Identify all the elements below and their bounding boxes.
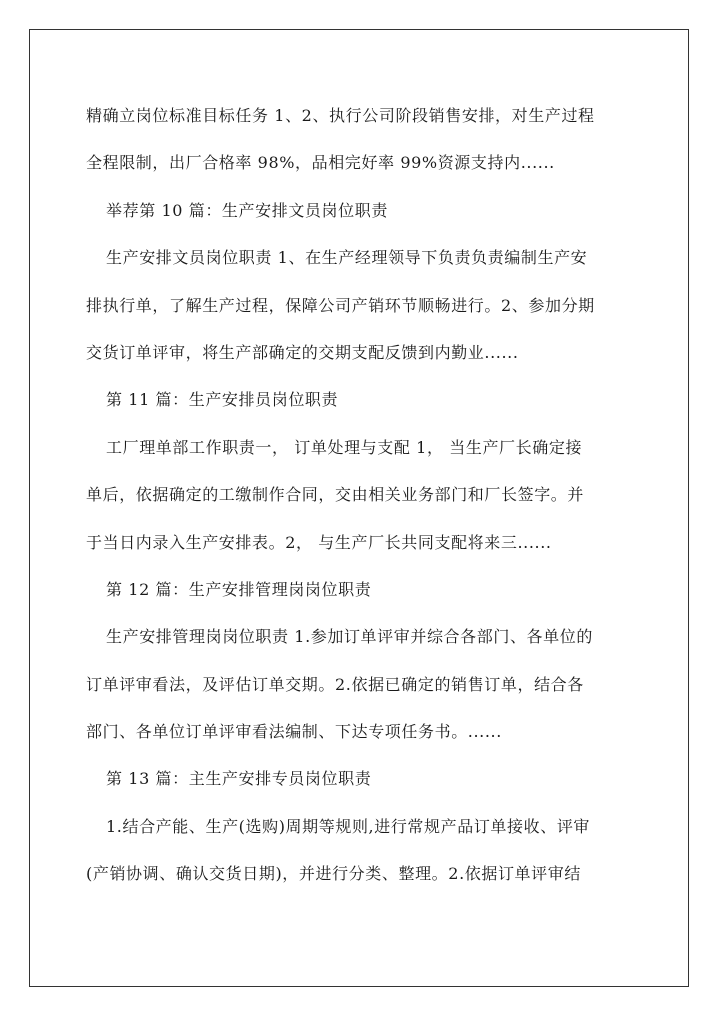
text-line: 精确立岗位标准目标任务 1、2、执行公司阶段销售安排，对生产过程 — [86, 106, 595, 125]
text-line: 全程限制，出厂合格率 98%，品相完好率 99%资源支持内...... — [86, 153, 555, 173]
document-body — [86, 92, 634, 898]
text-line: 1.结合产能、生产(选购)周期等规则,进行常规产品订单接收、评审 — [106, 816, 591, 836]
section-heading: 举荐第 10 篇：生产安排文员岗位职责 — [106, 200, 388, 220]
text-line: 交货订单评审，将生产部确定的交期支配反馈到内勤业...... — [86, 342, 519, 362]
text-line: 排执行单，了解生产过程，保障公司产销环节顺畅进行。2、参加分期 — [86, 295, 595, 315]
text-line: 部门、各单位订单评审看法编制、下达专项任务书。...... — [86, 722, 502, 742]
text-line: 于当日内录入生产安排表。2， 与生产厂长共同支配将来三...... — [86, 532, 552, 552]
text-line: 工厂理单部工作职责一， 订单处理与支配 1， 当生产厂长确定接 — [106, 437, 583, 457]
section-heading: 第 12 篇：生产安排管理岗岗位职责 — [106, 579, 372, 599]
text-line: 生产安排管理岗岗位职责 1.参加订单评审并综合各部门、各单位的 — [106, 627, 593, 647]
text-line: 生产安排文员岗位职责 1、在生产经理领导下负责负责编制生产安 — [106, 248, 588, 268]
text-line: 单后，依据确定的工缴制作合同，交由相关业务部门和厂长签字。并 — [86, 485, 585, 505]
text-line: 订单评审看法，及评估订单交期。2.依据已确定的销售订单，结合各 — [86, 674, 584, 694]
section-heading: 第 11 篇：生产安排员岗位职责 — [106, 390, 339, 410]
section-heading: 第 13 篇：主生产安排专员岗位职责 — [106, 769, 372, 789]
text-line: (产销协调、确认交货日期)，并进行分类、整理。2.依据订单评审结 — [86, 864, 581, 884]
